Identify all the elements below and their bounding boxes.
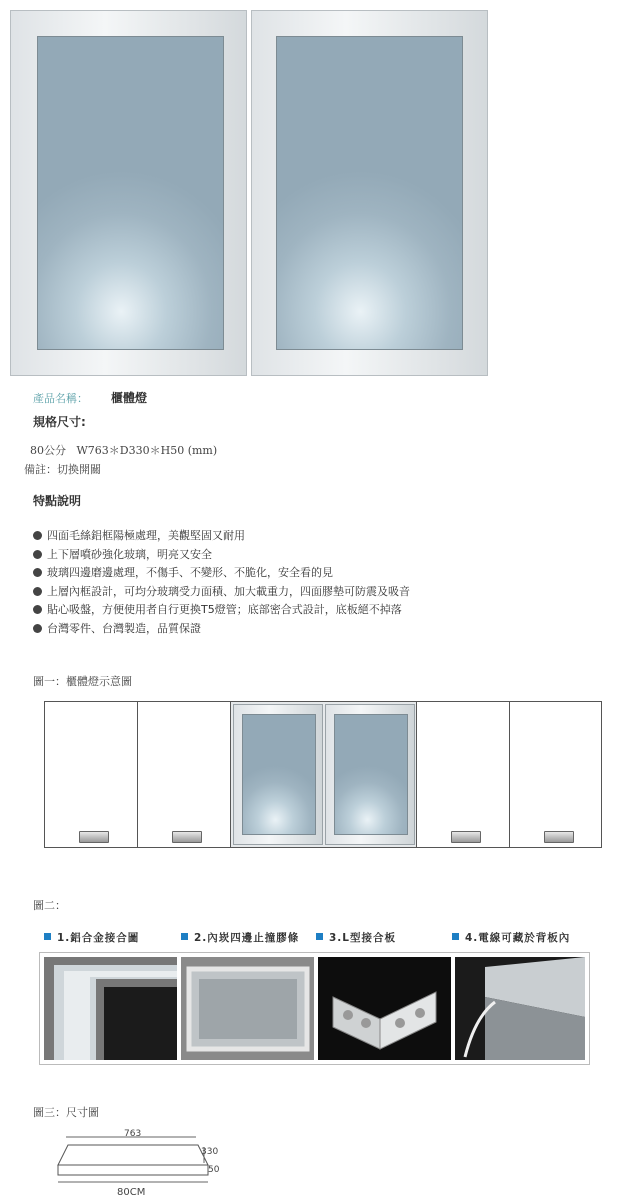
- cabinet-diagram: [44, 701, 602, 848]
- features-list: [33, 527, 593, 638]
- frosted-glass-panel: [276, 36, 463, 350]
- list-item: 上層內框設計，可均分玻璃受力面積、加大載重力，四面膠墊可防震及吸音: [33, 583, 593, 602]
- detail-photos: [39, 952, 590, 1065]
- white-cabinet: [137, 702, 230, 847]
- figure3-title: 圖三：尺寸圖: [33, 1106, 99, 1119]
- depth-label: 330: [201, 1147, 219, 1157]
- height-label: 50: [208, 1165, 220, 1175]
- square-bullet-icon: [452, 933, 459, 940]
- aluminum-joint-photo: [44, 957, 177, 1060]
- light-cabinet: [230, 702, 416, 847]
- handle-icon: [544, 831, 574, 843]
- bullet-icon: [33, 587, 42, 596]
- white-cabinet: [509, 702, 602, 847]
- list-item: 四面毛絲鋁框陽極處理，美觀堅固又耐用: [33, 527, 593, 546]
- list-item: 貼心吸盤，方便使用者自行更換T5燈管；底部密合式設計，底板絕不掉落: [33, 601, 593, 620]
- spec-value: 80公分 W763＊D330＊H50 (mm): [30, 444, 218, 457]
- caption-1: 1.鋁合金接合圖: [44, 930, 139, 945]
- white-cabinet: [44, 702, 137, 847]
- frame-illustration: [181, 957, 314, 1060]
- features-title: 特點說明: [33, 494, 82, 508]
- spec-label: 規格尺寸:: [33, 415, 86, 429]
- glass-door: [325, 704, 415, 845]
- square-bullet-icon: [316, 933, 323, 940]
- square-bullet-icon: [181, 933, 188, 940]
- bottom-label: 80CM: [117, 1187, 146, 1198]
- glass-door: [233, 704, 323, 845]
- width-label: 763: [124, 1129, 142, 1139]
- list-item: 玻璃四邊磨邊處理，不傷手、不變形、不脆化，安全看的見: [33, 564, 593, 583]
- figure1-title: 圖一：櫃體燈示意圖: [33, 675, 132, 688]
- frosted-glass-panel: [37, 36, 224, 350]
- right-glass-door: [251, 10, 488, 376]
- frosted-glass-panel: [242, 714, 316, 835]
- bullet-icon: [33, 550, 42, 559]
- left-glass-door: [10, 10, 247, 376]
- l-bracket-illustration: [318, 957, 451, 1060]
- list-item: 台灣零件、台灣製造，品質保證: [33, 620, 593, 639]
- product-name-label: 產品名稱：: [33, 392, 88, 405]
- caption-4: 4.電線可藏於背板內: [452, 930, 570, 945]
- l-bracket-photo: [318, 957, 451, 1060]
- caption-3: 3.L型接合板: [316, 930, 396, 945]
- figure2-title: 圖二：: [33, 899, 66, 912]
- caption-2: 2.內崁四邊止撞膠條: [181, 930, 299, 945]
- note: 備註：切換開關: [24, 463, 101, 476]
- handle-icon: [172, 831, 202, 843]
- bullet-icon: [33, 531, 42, 540]
- hidden-wire-photo: [455, 957, 585, 1060]
- frosted-glass-panel: [334, 714, 408, 835]
- handle-icon: [451, 831, 481, 843]
- bullet-icon: [33, 605, 42, 614]
- product-name-value: 櫃體燈: [111, 391, 148, 405]
- aluminum-joint-illustration: [44, 957, 177, 1060]
- bullet-icon: [33, 568, 42, 577]
- handle-icon: [79, 831, 109, 843]
- bullet-icon: [33, 624, 42, 633]
- square-bullet-icon: [44, 933, 51, 940]
- wire-illustration: [455, 957, 585, 1060]
- list-item: 上下層噴砂強化玻璃，明亮又安全: [33, 546, 593, 565]
- white-cabinet: [416, 702, 509, 847]
- rubber-strip-photo: [181, 957, 314, 1060]
- product-photo: [10, 10, 488, 376]
